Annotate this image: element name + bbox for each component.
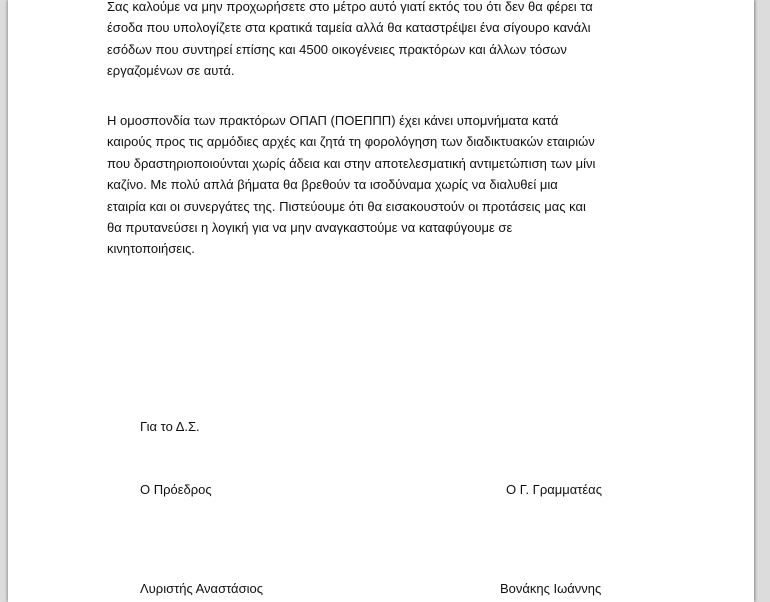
signature-for-board: Για το Δ.Σ. [140,419,200,434]
signature-president-name: Λυριστής Αναστάσιος [140,581,263,596]
signature-secretary-name: Βονάκης Ιωάννης [500,581,602,596]
paragraph-2-line: θα πρυτανεύσει η λογική για να μην αναγκαστούμε να καταφύγουμε σε [107,220,513,236]
signature-president-title: Ο Πρόεδρος [140,482,212,497]
paragraph-2 [107,110,707,260]
paragraph-1 [107,0,707,82]
paragraph-1-line: εργαζομένων σε αυτά. [107,63,235,79]
paragraph-2-line: εταιρία και οι συνεργάτες της. Πιστεύουμε ότι θα εισακουστούν οι προτάσεις μας και [107,198,586,214]
signature-secretary-title: Ο Γ. Γραμματέας [506,482,602,497]
paragraph-2-line: κινητοποιήσεις. [107,241,195,257]
paragraph-1-line: έσοδα που υπολογίζετε στα κρατικά ταμεία αλλά θα καταστρέψει ένα σίγουρο κανάλι [107,20,591,36]
paragraph-1-line: εσόδων που συντηρεί επίσης και 4500 οικογένειες πρακτόρων και άλλων τόσων [107,41,567,57]
paragraph-2-line: καιρούς προς τις αρμόδιες αρχές και ζητά τη φορολόγηση των διαδικτυακών εταιριών [107,134,595,150]
paragraph-2-line: Η ομοσπονδία των πρακτόρων ΟΠΑΠ (ΠΟΕΠΠΠ) έχει κάνει υπομνήματα κατά [107,113,559,128]
paragraph-1-line: Σας καλούμε να μην προχωρήσετε στο μέτρο αυτό γιατί εκτός του ότι δεν θα φέρει τα [107,0,593,14]
paragraph-2-line: που δραστηριοποιούνται χωρίς άδεια και στην αποτελεσματική αντιμετώπιση των μίνι [107,155,596,171]
paragraph-2-line: καζίνο. Με πολύ απλά βήματα θα βρεθούν τα ισοδύναμα χωρίς να διαλυθεί μια [107,177,558,193]
document-page [8,0,754,602]
